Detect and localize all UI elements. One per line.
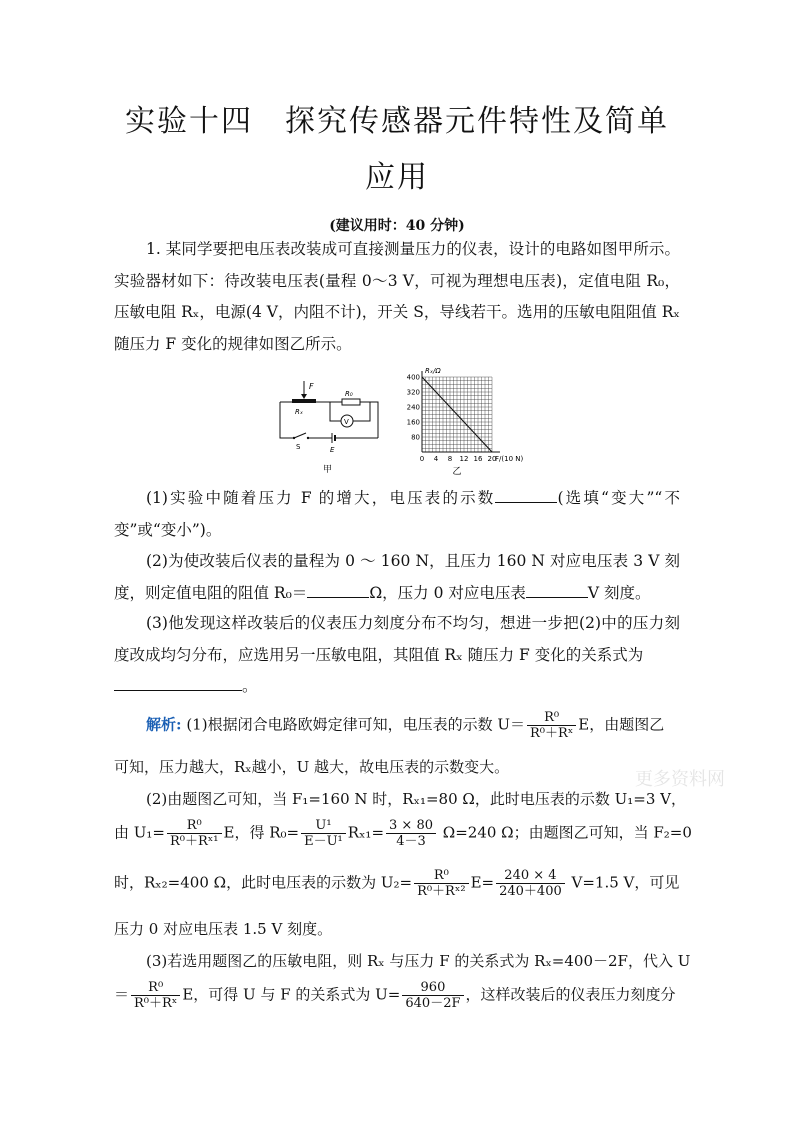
fraction-denominator: R⁰＋Rˣ (134, 996, 178, 1011)
part-1-options: (选填“变大”“不变”或“变小”)。 (114, 489, 680, 539)
y-tick-label: 320 (406, 388, 420, 397)
analysis-text: 时，Rₓ₂=400 Ω，此时电压表的示数为 U₂= (114, 873, 413, 892)
wire-left (280, 402, 294, 438)
answer-blank-1 (495, 488, 557, 503)
x-tick-label: 12 (459, 455, 469, 463)
fraction-denominator: E－U¹ (304, 834, 343, 849)
analysis-text: E，由题图乙 (578, 715, 665, 734)
part-3-text: (3)他发现这样改装后的仪表压力刻度分布不均匀，想进一步把(2)中的压力刻度改成均匀分布，应选用另一压敏电阻，其阻值 Rₓ 随压力 F 变化的关系式为 (114, 614, 680, 664)
analysis-line-2: 可知，压力越大，Rₓ越小，U 越大，故电压表的示数变大。 (114, 758, 510, 776)
question-1-stem: 1. 某同学要把电压表改装成可直接测量压力的仪表，设计的电路如图甲所示。实验器材如下：待改装电压表(量程 0～3 V，可视为理想电压表)，定值电阻 R₀，压敏电阻 Rₓ，电源(4 V，内阻不计)，开关 S，导线若干。选用的压敏电阻阻值 Rₓ 随压力 F 变化的规律如图乙所示。 (114, 240, 680, 353)
analysis-line-8 (114, 980, 676, 1011)
y-tick-label: 160 (406, 418, 420, 427)
analysis-line-1 (146, 710, 664, 741)
fraction-denominator: 240＋400 (499, 884, 562, 899)
fraction (414, 868, 469, 899)
part-3-end: 。 (242, 677, 258, 695)
fraction (131, 980, 180, 1011)
fraction-numerator: R⁰ (527, 710, 576, 726)
y-tick-label: 80 (411, 433, 420, 442)
figure-caption-yi: 乙 (452, 467, 462, 477)
fraction-denominator: 4－3 (396, 834, 426, 849)
analysis-line-3: (2)由题图乙可知，当 F₁=160 N 时，Rₓ₁=80 Ω，此时电压表的示数 U₁=3 V， (146, 790, 686, 808)
rx-vs-force-chart (400, 365, 545, 480)
x-tick-label: 16 (473, 455, 483, 463)
analysis-text: E，得 R₀= (223, 823, 300, 842)
label-E: E (330, 446, 335, 454)
question-1-part-3 (114, 608, 680, 703)
pressure-sensor-plate (292, 399, 316, 403)
label-R0: R₀ (345, 390, 353, 398)
resistor-R0 (342, 399, 360, 405)
fraction-numerator: R⁰ (167, 818, 222, 834)
x-tick-label: 8 (447, 455, 453, 463)
analysis-label: 解析: (146, 715, 182, 734)
suggested-time: (建议用时：40 分钟) (329, 218, 465, 234)
analysis-line-7: (3)若选用题图乙的压敏电阻，则 Rₓ 与压力 F 的关系式为 Rₓ=400－2F，代入 U (146, 952, 691, 970)
fraction (386, 818, 436, 849)
switch-pivot (293, 437, 295, 439)
question-1-part-2 (114, 546, 680, 609)
x-tick-label: 20 (487, 455, 497, 463)
wire-r0-right (360, 402, 378, 438)
label-Rx: Rₓ (295, 408, 303, 416)
y-axis-label: Rₓ/Ω (425, 367, 441, 375)
answer-blank-4 (114, 676, 242, 691)
part-2-text: (2)为使改装后仪表的量程为 0 ～ 160 N，且压力 160 N 对应电压表 3 V 刻度，则定值电阻的阻值 R₀＝ (114, 552, 680, 602)
x-tick-label: 0 (419, 455, 425, 463)
analysis-text: ，这样改装后的仪表压力刻度分 (465, 985, 676, 1004)
label-S: S (296, 443, 301, 451)
fraction-numerator: 3 × 80 (386, 818, 436, 834)
answer-blank-3 (526, 583, 588, 598)
analysis-text: V=1.5 V，可见 (566, 873, 680, 892)
watermark: 更多资料网 (635, 769, 725, 790)
fraction-numerator: R⁰ (414, 868, 469, 884)
analysis-text: E，可得 U 与 F 的关系式为 U= (182, 985, 401, 1004)
y-tick-label: 400 (406, 373, 420, 382)
fraction (167, 818, 222, 849)
fraction-numerator: R⁰ (131, 980, 180, 996)
label-V: V (344, 418, 349, 426)
analysis-line-4 (114, 818, 692, 849)
fraction-numerator: 240 × 4 (496, 868, 565, 884)
part-2-text-b: Ω，压力 0 对应电压表 (369, 583, 526, 602)
analysis-text: ＝ (114, 985, 130, 1004)
fraction-numerator: 960 (402, 980, 463, 996)
page-title-continued: 应用 (365, 160, 429, 195)
question-1-part-1 (114, 483, 680, 546)
analysis-text: E= (470, 873, 495, 892)
fraction-denominator: R⁰＋Rˣ (529, 726, 574, 741)
part-1-text: (1)实验中随着压力 F 的增大，电压表的示数 (146, 489, 496, 507)
fraction (402, 980, 463, 1011)
analysis-line-5 (114, 868, 679, 899)
label-F: F (309, 382, 314, 391)
analysis-text: 由 U₁= (114, 823, 165, 842)
part-2-text-c: V 刻度。 (587, 583, 651, 602)
fraction (496, 868, 565, 899)
x-tick-label: 4 (433, 455, 439, 463)
x-axis-label: F/(10 N) (495, 455, 524, 463)
y-tick-label: 240 (406, 403, 420, 412)
fraction-denominator: R⁰＋Rˣ² (417, 884, 466, 899)
figure-caption-jia: 甲 (323, 465, 333, 474)
page-title: 实验十四 探究传感器元件特性及简单 (125, 104, 669, 139)
fraction (301, 818, 346, 849)
force-arrowhead (301, 394, 307, 399)
switch-blade (294, 433, 306, 438)
voltmeter-branch (330, 402, 341, 421)
fraction (527, 710, 576, 741)
circuit-diagram (270, 378, 390, 474)
fraction-numerator: U¹ (301, 818, 346, 834)
analysis-text: Rₓ₁= (347, 823, 385, 842)
fraction-denominator: R⁰＋Rˣ¹ (170, 834, 219, 849)
analysis-text: (1)根据闭合电路欧姆定律可知，电压表的示数 U＝ (181, 715, 525, 734)
answer-blank-2 (307, 583, 369, 598)
analysis-line-6: 压力 0 对应电压表 1.5 V 刻度。 (114, 920, 333, 938)
fraction-denominator: 640－2F (405, 996, 461, 1011)
analysis-text: Ω=240 Ω；由题图乙可知，当 F₂=0 (438, 823, 692, 842)
